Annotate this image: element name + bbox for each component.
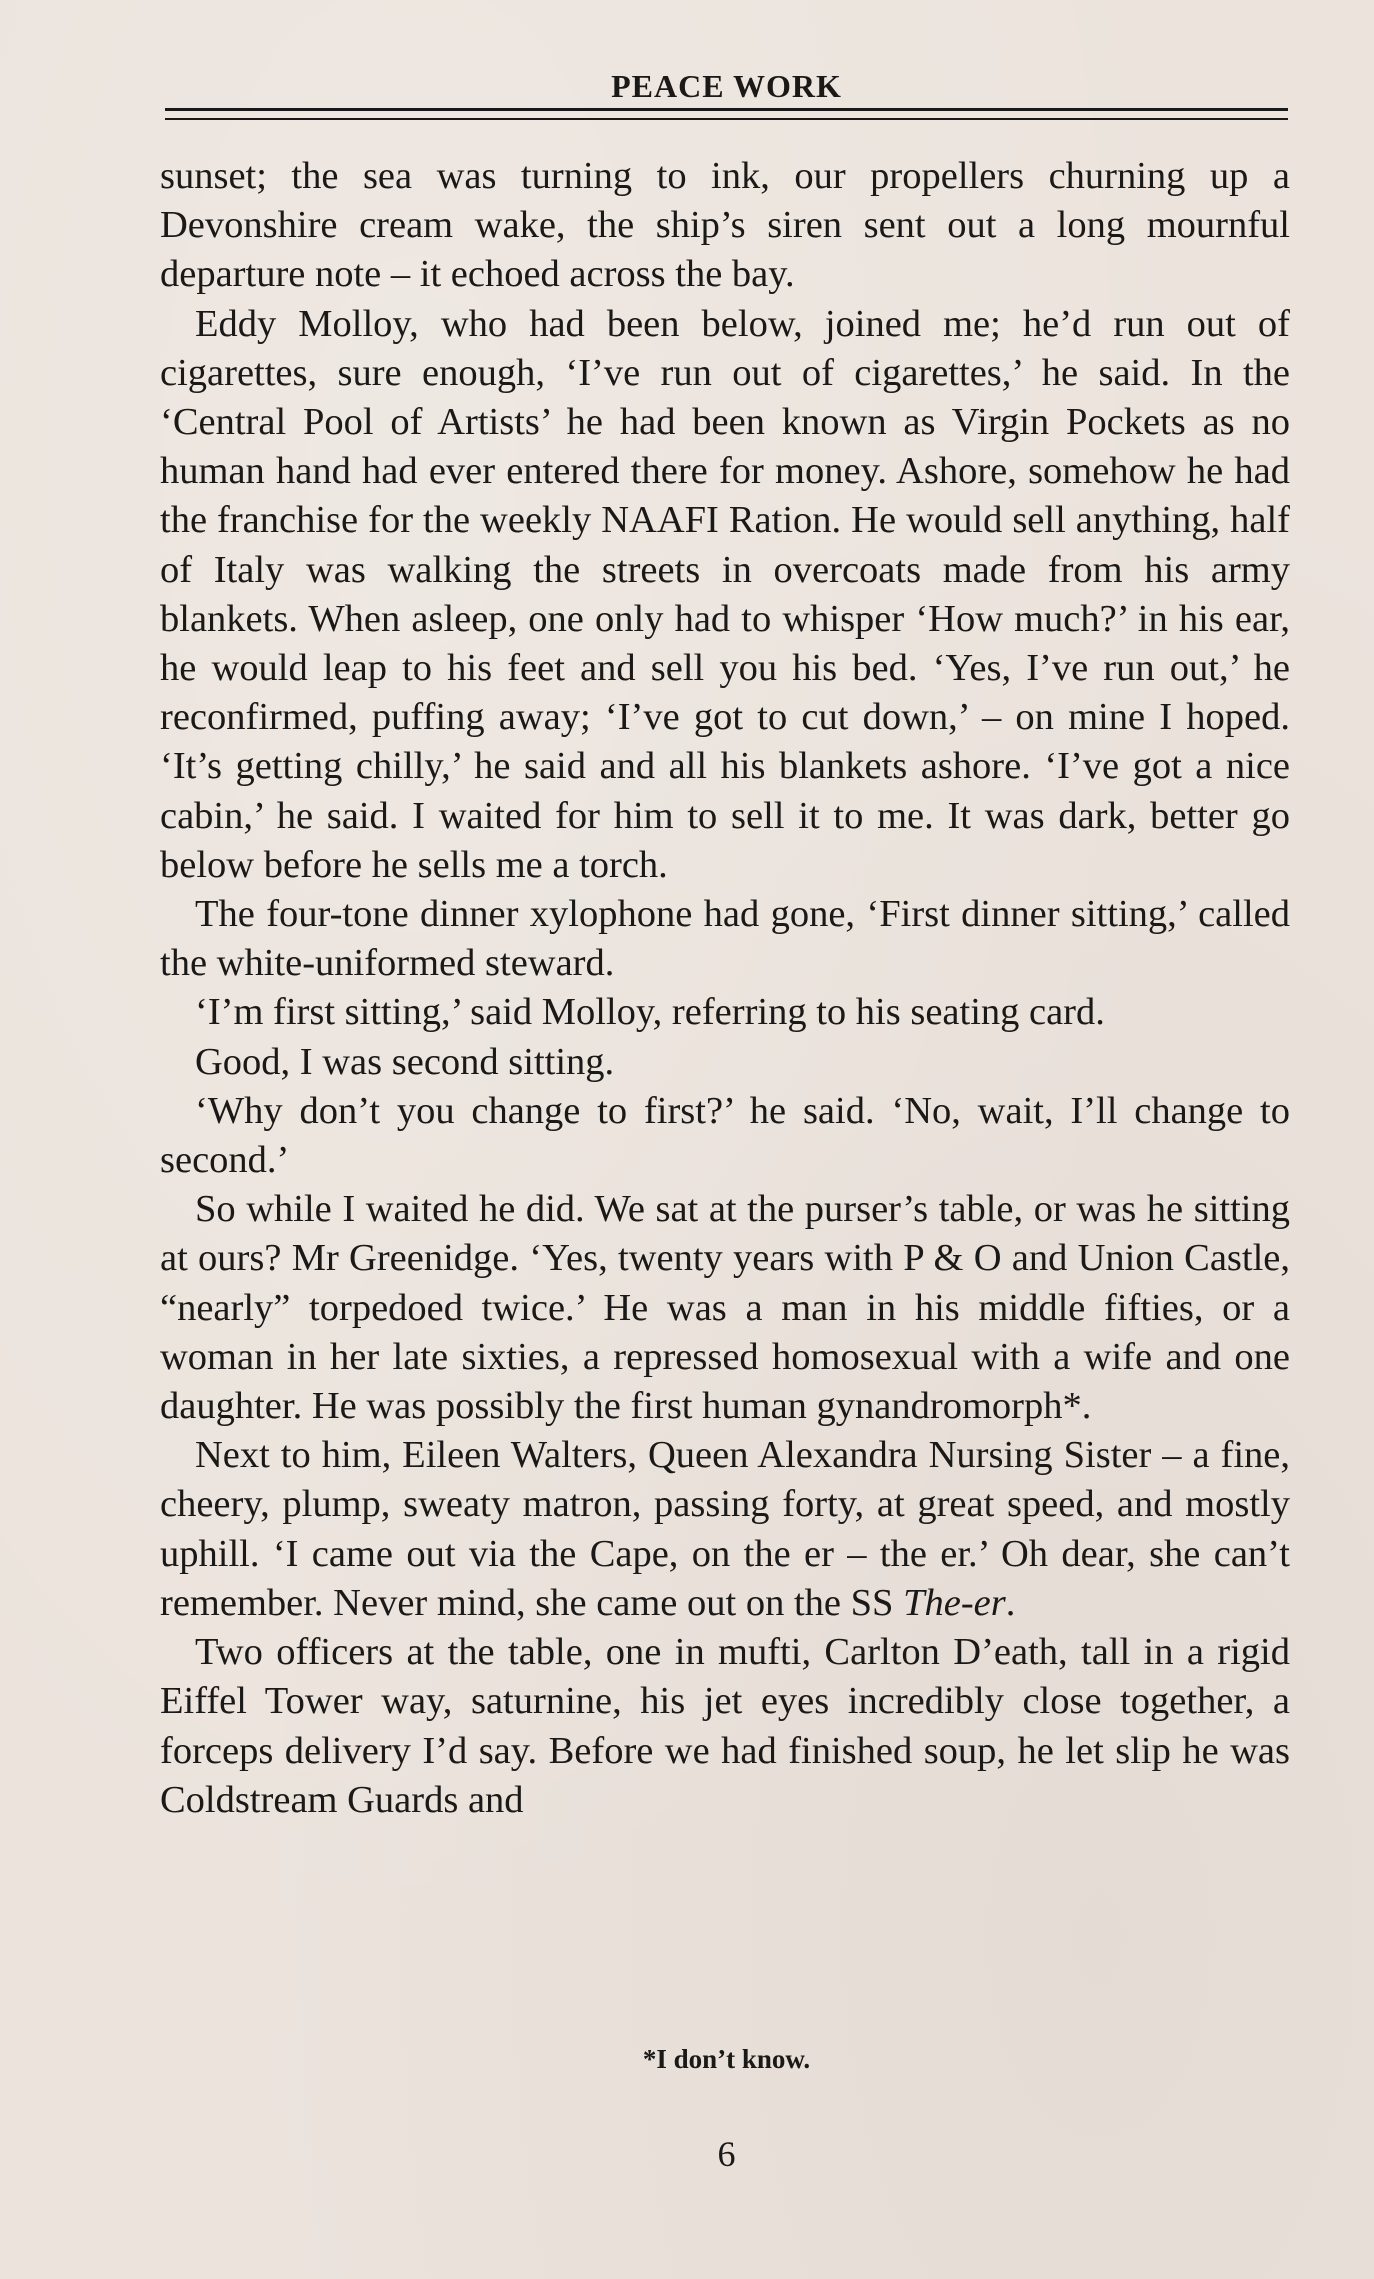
paragraph-7: So while I waited he did. We sat at the purser’s table, or was he sitting at ours? Mr Greenidge. ‘Yes, twenty years with P & O and Union Castle, “nearly” torpedoed twice.’ He was a man in his middle fifties, or a woman in her late sixties, a repressed homosexual with a wife and one daughter. He was possibly the first human gynandromorph*. <box>160 1188 1290 1428</box>
paragraph-2: Eddy Molloy, who had been below, joined me; he’d run out of cigarettes, sure enough, ‘I’ve run out of cigarettes,’ he said. In the ‘Central Pool of Artists’ he had been known as Virgin Pockets as no human hand had ever entered there for money. Ashore, somehow he had the franchise for the weekly NAAFI Ration. He would sell anything, half of Italy was walking the streets in overcoats made from his army blankets. When asleep, one only had to whisper ‘How much?’ in his ear, he would leap to his feet and sell you his bed. ‘Yes, I’ve run out,’ he reconfirmed, puffing away; ‘I’ve got to cut down,’ – on mine I hoped. ‘It’s getting chilly,’ he said and all his blankets ashore. ‘I’ve got a nice cabin,’ he said. I waited for him to sell it to me. It was dark, better go below before he sells me a torch. <box>160 302 1290 886</box>
ship-name-period: . <box>1005 1581 1016 1624</box>
paragraph-5: Good, I was second sitting. <box>195 1040 615 1083</box>
page-number: 6 <box>717 2134 736 2174</box>
paragraph-9: Two officers at the table, one in mufti, Carlton D’eath, tall in a rigid Eiffel Tower way, saturnine, his jet eyes incredibly close together, a forceps delivery I’d say. Before we had finished soup, he let slip he was Coldstream Guards and <box>160 1631 1290 1821</box>
paragraph-4: ‘I’m first sitting,’ said Molloy, referring to his seating card. <box>195 991 1105 1034</box>
header-rule-top <box>165 108 1288 111</box>
header-rule-bottom <box>165 118 1288 120</box>
paragraph-6: ‘Why don’t you change to first?’ he said. ‘No, wait, I’ll change to second.’ <box>160 1089 1290 1182</box>
paragraph-1: sunset; the sea was turning to ink, our propellers churning up a Devonshire cream wake, the ship’s siren sent out a long mournful departure note – it echoed across the bay. <box>160 155 1290 296</box>
paragraph-3: The four-tone dinner xylophone had gone, ‘First dinner sitting,’ called the white-uniformed steward. <box>160 893 1290 985</box>
footnote: *I don’t know. <box>642 2044 811 2074</box>
running-head: PEACE WORK <box>611 68 842 104</box>
ship-name: The-er <box>903 1581 1006 1624</box>
body-text <box>160 152 1290 1825</box>
paragraph-8 <box>160 1431 1290 1628</box>
paragraph-8-text: Next to him, Eileen Walters, Queen Alexandra Nursing Sister – a fine, cheery, plump, sweaty matron, passing forty, at great speed, and mostly uphill. ‘I came out via the Cape, on the er – the er.’ Oh dear, she can’t remember. Never mind, she came out on the SS <box>160 1434 1290 1624</box>
